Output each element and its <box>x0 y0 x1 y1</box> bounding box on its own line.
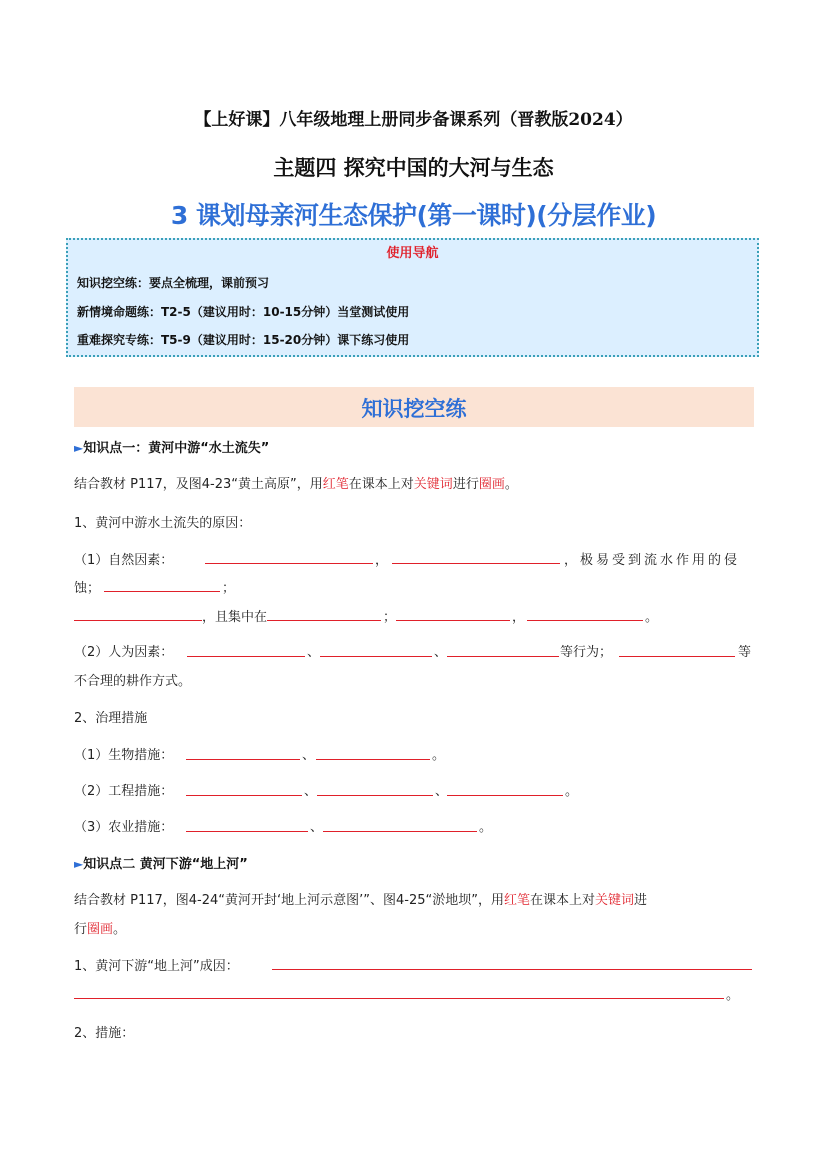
blank-bio-2[interactable] <box>316 759 430 760</box>
blank-natural-1[interactable] <box>205 563 373 564</box>
blank-cause-2[interactable] <box>74 998 724 999</box>
period-3: 。 <box>565 784 579 799</box>
blank-bio-1[interactable] <box>186 759 300 760</box>
blank-human-2[interactable] <box>320 656 432 657</box>
kp1-red-pen: 红笔 <box>322 477 349 492</box>
lesson-title: 3 课划母亲河生态保护(第一课时)(分层作业) <box>170 201 657 230</box>
guide-line-1: 知识挖空练：要点全梳理，课前预习 <box>77 276 270 290</box>
kp1-question-2: 2、治理措施 <box>74 711 148 726</box>
human-tail: 不合理的耕作方式。 <box>74 674 192 689</box>
kp2-question-2: 2、措施： <box>74 1026 135 1041</box>
knowledge-point-1-title <box>74 437 269 456</box>
kp2-circle: 圈画 <box>87 922 114 937</box>
blank-agr-1[interactable] <box>186 831 308 832</box>
kp1-question-1: 1、黄河中游水土流失的原因： <box>74 516 252 531</box>
guide-line-3: 重难探究专练：T5-9（建议用时：15-20分钟）课下练习使用 <box>77 333 410 347</box>
blank-eng-1[interactable] <box>186 795 302 796</box>
agr-measures-label: （3）农业措施： <box>74 820 174 835</box>
kp2-title-text: 知识点二 黄河下游“地上河” <box>83 857 248 872</box>
concentrate-text: ，且集中在 <box>202 610 268 625</box>
usage-guide-box <box>66 238 759 357</box>
section-title: 知识挖空练 <box>361 397 467 421</box>
blank-human-4[interactable] <box>619 656 735 657</box>
dun-5: 、 <box>435 784 449 799</box>
kp2-intro-c: 进 <box>634 893 648 908</box>
eng-measures-label: （2）工程措施： <box>74 784 174 799</box>
kp2-keyword: 关键词 <box>595 893 635 908</box>
period-4: 。 <box>479 820 493 835</box>
blank-natural-6[interactable] <box>396 620 510 621</box>
kp2-intro-b: 在课本上对 <box>530 893 596 908</box>
period-2: 。 <box>432 748 446 763</box>
blank-natural-5[interactable] <box>267 620 381 621</box>
period-1: 。 <box>645 610 659 625</box>
semicolon-1: ； <box>222 581 236 596</box>
deng-text: 等 <box>738 645 752 660</box>
kp1-intro <box>74 473 518 492</box>
dun-4: 、 <box>304 784 318 799</box>
dun-2: 、 <box>434 645 448 660</box>
bio-measures-label: （1）生物措施： <box>74 748 174 763</box>
blank-natural-7[interactable] <box>527 620 643 621</box>
behaviors-text: 等行为； <box>560 645 613 660</box>
kp2-intro-d: 行 <box>74 922 88 937</box>
blank-natural-2[interactable] <box>392 563 560 564</box>
natural-factors-label: （1）自然因素： <box>74 553 174 568</box>
natural-tail-2: 蚀； <box>74 581 101 596</box>
blank-eng-3[interactable] <box>447 795 563 796</box>
blank-human-1[interactable] <box>187 656 305 657</box>
guide-line-2: 新情境命题练：T2-5（建议用时：10-15分钟）当堂测试使用 <box>77 305 410 319</box>
blank-cause-1[interactable] <box>272 969 752 970</box>
triangle-marker-icon: ► <box>74 857 84 871</box>
dun-3: 、 <box>302 748 316 763</box>
kp1-intro-c: 进行 <box>452 477 479 492</box>
guide-title: 使用导航 <box>386 246 439 261</box>
kp2-red-pen: 红笔 <box>504 893 531 908</box>
blank-agr-2[interactable] <box>323 831 477 832</box>
blank-natural-3[interactable] <box>104 591 220 592</box>
kp2-question-1: 1、黄河下游“地上河”成因： <box>74 959 239 974</box>
knowledge-point-2-title <box>74 853 248 872</box>
human-factors-label: （2）人为因素： <box>74 645 174 660</box>
triangle-marker-icon: ► <box>74 441 84 455</box>
series-title: 【上好课】八年级地理上册同步备课系列（晋教版2024） <box>194 110 633 130</box>
theme-title: 主题四 探究中国的大河与生态 <box>273 155 554 180</box>
kp1-intro-a: 结合教材 P117，及图4-23“黄土高原”，用 <box>74 477 323 492</box>
blank-human-3[interactable] <box>447 656 559 657</box>
kp1-intro-d: 。 <box>504 477 518 492</box>
kp1-intro-b: 在课本上对 <box>348 477 414 492</box>
section-banner <box>74 387 754 427</box>
semicolon-2: ； <box>383 610 397 625</box>
blank-natural-4[interactable] <box>74 620 202 621</box>
kp2-intro <box>74 889 647 908</box>
period-5: 。 <box>726 988 740 1003</box>
kp1-title-text: 知识点一：黄河中游“水土流失” <box>83 441 270 456</box>
kp1-circle: 圈画 <box>478 477 505 492</box>
comma-1: ， <box>375 553 389 568</box>
kp2-intro-line2 <box>74 918 126 937</box>
kp2-intro-e: 。 <box>113 922 127 937</box>
blank-eng-2[interactable] <box>317 795 433 796</box>
kp1-keyword: 关键词 <box>413 477 453 492</box>
comma-2: ， <box>512 610 526 625</box>
natural-tail: ，极易受到流水作用的侵 <box>564 553 741 568</box>
kp2-intro-a: 结合教材 P117，图4-24“黄河开封‘地上河示意图’”、图4-25“淤地坝”，用 <box>74 893 504 908</box>
dun-6: 、 <box>310 820 324 835</box>
dun-1: 、 <box>307 645 321 660</box>
